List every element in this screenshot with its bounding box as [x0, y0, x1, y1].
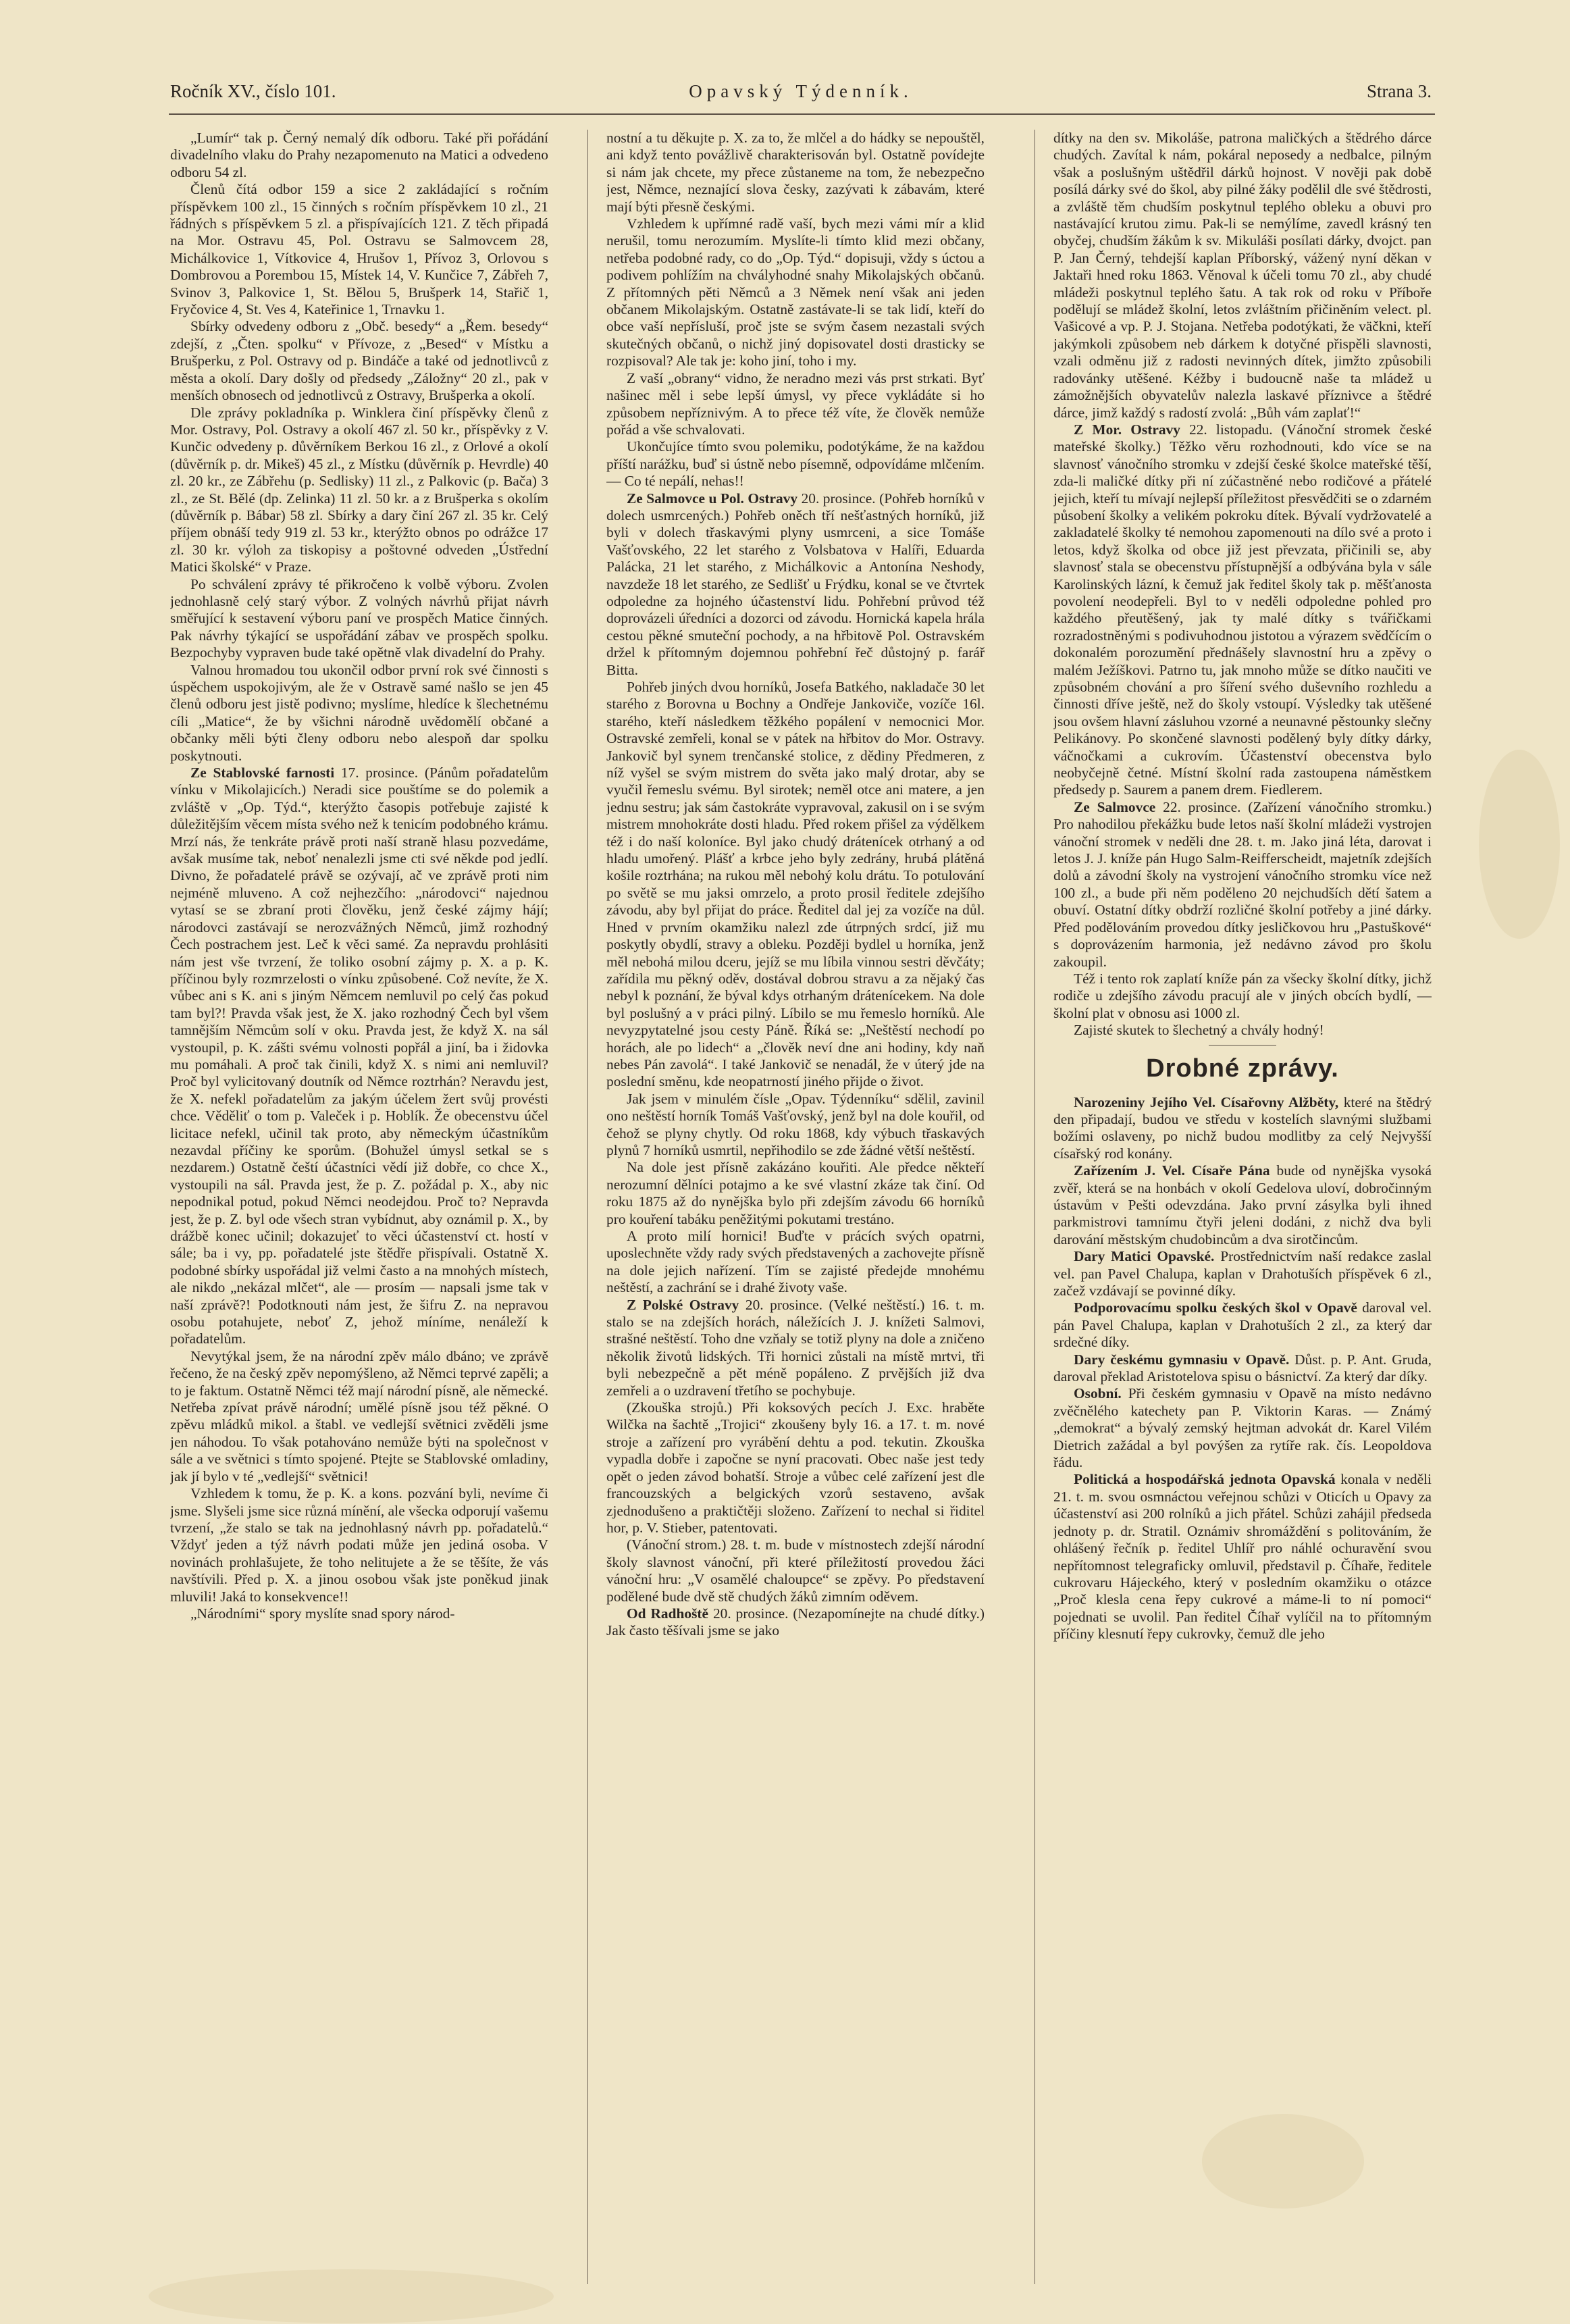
column-3 — [1053, 130, 1432, 2284]
article-lead: Ze Salmovce u Pol. Ostravy — [627, 490, 798, 507]
article-paragraph — [1053, 1094, 1432, 1163]
paragraph-text: bude od nynějška vysoká zvěř, která se na honbách v okolí Gedelova uloví, dobročinným ústavům v Pešti odevzdána. Jako první zásylka byli ihned parkmistrovi tamnímu čtyři jeleni dodáni, z nichž dva byli darování městským chudobincům a dva sirotčincům. — [1053, 1162, 1432, 1247]
article-lead: Dary Matici Opavské. — [1074, 1248, 1215, 1265]
paragraph-text: daroval vel. pán Pavel Chalupa, kaplan v Drahotuších 2 zl., za který dar srdečné díky. — [1053, 1299, 1432, 1351]
article-paragraph — [606, 1605, 985, 1640]
article-paragraph — [170, 181, 548, 318]
article-paragraph — [1053, 799, 1432, 971]
article-paragraph — [170, 1605, 548, 1622]
article-paragraph — [606, 1159, 985, 1228]
article-paragraph — [606, 1399, 985, 1537]
article-paragraph — [170, 318, 548, 404]
paragraph-text: (Vánoční strom.) 28. t. m. bude v místnostech zdejší národní školy slavnost vánoční, při které příležitostí provedou žáci vánoční hru: „V osamělé chaloupce“ se zpěvy. Po představení podělené bude dvě stě chudých žáků zimním oděvem. — [606, 1537, 985, 1605]
article-lead: Od Radhoště — [627, 1605, 709, 1622]
paragraph-text: 22. listopadu. (Vánoční stromek české mateřské školky.) Těžko věru rozhodnouti, kdo více se na slavnosť vánočního stromku v zdejší české školce mateřské těší, zda-li maličké dítky při ní zúčastněné nebo rodičové a přátelé jejich, kteří tu mívají nejlepší příležitost přesvědčiti se o zdarném působení školky a velikém pokroku dítek. Bývalí vydržovatelé a zakladatelé školky té nemohou zapomenouti na dílo své a proto i letos, když školka od obce již jest převzata, přičinili se, aby slavnosť stala se obecenstvu přístupnější a odbývána byla v sále Karolinských lázní, k čemuž jak ředitel školy tak p. měšťanosta povolení neodepřeli. Byl to v neděli odpoledne pohled pro každého přeutěšený, jak ty malé dítky s tvářičkami rozradostněnými s podivuhodnou jistotou a výrazem svědčícím o dokonalém porozumění přednášely slavnostní hru a zpěvy o malém Ježíškovi. Patrno tu, jak mnoho může se dítko naučiti ve způsobném chování a pro šíření svého duševního rozhledu a činnosti dříve ještě, než do školy vstoupí. Výsledky tak utěšené jsou ovšem hlavní zásluhou vzorné a neunavné pěstounky slečny Pelikánovy. Po skončené slavnosti podělený byly dítky dárky, váčnočkami a cukrovím. Účastenství obecenstva bylo neobyčejně četné. Místní školní rada zastoupena náměstkem předsedy p. Saurem a panem drem. Fiedlerem. — [1053, 421, 1432, 798]
article-paragraph — [606, 370, 985, 439]
column-divider — [587, 130, 588, 2284]
article-lead: Ze Stablovské farnosti — [190, 765, 335, 781]
paragraph-text: nostní a tu děkujte p. X. za to, že mlčel a do hádky se nepouštěl, ani když tento povážlivě charakterisován byl. Ostatně povídejte si nám jak chcete, my přece zůstaneme na tom, že nebezpečno jest, Němce, neznající slova česky, zazývati k zábavám, které mají býti přesně českými. — [606, 130, 985, 215]
paragraph-text: 20. prosince. (Nezapomínejte na chudé dítky.) Jak často těšívali jsme se jako — [606, 1605, 985, 1639]
paragraph-text: Pohřeb jiných dvou horníků, Josefa Batkého, nakladače 30 let starého z Borovna u Bochny a Ondřeje Jankoviče, vozíče 16l. starého, kteří následkem těžkého popálení v nemocnici Mor. Ostravské zemřeli, konal se v pátek na hřbitov do Mor. Ostravy. Jankovič byl synem trenčanské stolice, z dědiny Předmeren, z níž vyšel se svým mistrem do světa jako malý drotar, aby se vyučil řemeslu svému. Byl sirotek; neměl otce ani matere, a jen jednu sestru; jak sám častokráte vypravoval, zakusil on i se svým mistrem mnohokráte dosti hladu. Před rokem přišel za výdělkem též i do naší koloníce. Byl jako chudý drátenícek otrhaný a od hladu umořený. Plášť a krbce jeho byly zedrány, hrubá plátěná košile roztrhána; na rukou měl nebohý kolu drátu. To potulování po světě se mu jaksi omrzelo, a proto prosil ředitele zdejšího závodu, aby byl přijat do práce. Ředitel dal jej za vozíče na důl. Hned v prvním okamžiku nalezl zde útrpných srdcí, již mu poskytly obydlí, stravy a obleku. Později bydlel u horníka, jenž měl nebohá milou dceru, jejíž se mu líbila vinnou sestri děvčáty; zařídila mu pěkný oděv, dostával dobrou stravu a za nějaký čas nebyl k poznání, že býval kdys otrhaným drátenícekem. Na dole byl poslušný a v práci pilný. Líbilo se mu řemeslo horníků. Ale nevyzpytatelné jsou cesty Páně. Říká se: „Neštěstí nechodí po horách, ale po lidech“ a „člověk neví dne ani hodiny, kdy naň nebes Pán zavolá“. I také Jankovič se nenadál, že v úterý jde na poslední směnu, kde neopatrností jiného přijde o život. — [606, 679, 985, 1090]
article-paragraph — [1053, 1299, 1432, 1351]
paragraph-text: Ukončujíce tímto svou polemiku, podotýkáme, že na každou příští narážku, buď si ústně nebo písemně, odpovídáme mlčením. — Co té nepálí, nehas!! — [606, 438, 985, 490]
article-paragraph — [606, 1297, 985, 1399]
section-heading: Drobné zprávy. — [1146, 1054, 1339, 1083]
article-paragraph — [170, 765, 548, 1348]
paragraph-text: konala v neděli 21. t. m. svou osmnáctou veřejnou schůzi v Oticích u Opavy za účastenství asi 200 rolníků a jich přátel. Schůzi zahájil předseda jednoty p. dr. Stratil. Oznámiv shromáždění s politováním, že ohlášený řečník p. ředitel Uhlíř pro náhlé ochuravění svou nepřítomnost telegraficky omluvil, představil p. Číhaře, ředitele cukrovaru Hájeckého, který v posledním okamžiku o otázce „Proč klesla cena řepy cukrové a máme-li to ní pomoci“ pojednati se uvolil. Pan ředitel Číhař vylíčil na to přítomným příčiny klesnutí řepy cukrovky, čemuž dle jeho — [1053, 1471, 1432, 1643]
article-paragraph — [606, 1537, 985, 1605]
article-paragraph — [1053, 1385, 1432, 1471]
article-paragraph — [170, 130, 548, 181]
paragraph-text: Dle zprávy pokladníka p. Winklera činí příspěvky členů z Mor. Ostravy, Pol. Ostravy a okolí 467 zl. 50 kr., příspěvky z V. Kunčic odvedeny p. důvěrníkem Berkou 16 zl., z Orlové a okolí (důvěrník p. dr. Mikeš) 45 zl., z Místku (důvěrník p. Hevrdle) 40 zl. 20 kr., ze Zábřehu (p. Sedlisky) 11 zl., z Palkovic (p. Bača) 3 zl., ze St. Bělé (dp. Zelinka) 11 zl. 50 kr. a z Brušperka s okolím (důvěrník p. Bábar) 58 zl. Sbírky a dary činí 267 zl. 35 kr. Celý příjem obnáší tedy 919 zl. 53 kr., kterýžto obnos po odrážce 17 zl. 30 kr. výloh za tiskopisy a poštovné odveden „Ústřední Matici školské“ v Praze. — [170, 404, 548, 575]
paragraph-text: Též i tento rok zaplatí kníže pán za všecky školní dítky, jichž rodiče u zdejšího závodu pracují ale v jiných obcích bydlí, — školní plat v obnosu asi 1000 zl. — [1053, 970, 1432, 1021]
article-lead: Z Mor. Ostravy — [1074, 421, 1180, 438]
paragraph-text: Sbírky odvedeny odboru z „Obč. besedy“ a „Řem. besedy“ zdejší, z „Čten. spolku“ v Přívoze, z „Besed“ v Místku a Brušperku, z Pol. Ostravy od p. Bindáče a také od jednotlivců z města a okolí. Dary došly od předsedy „Záložny“ 20 zl., pak v menších obnosech od jednotlivců z Ostravy, Brušperka a okolí. — [170, 318, 548, 404]
article-paragraph — [1053, 130, 1432, 421]
paragraph-text: Jak jsem v minulém čísle „Opav. Týdenníku“ sdělil, zavinil ono neštěstí horník Tomáš Vašťovský, jenž byl na dole kouřil, od čehož se plyny chytly. Od roku 1868, kdy výbuch třaskavých plynů 7 horníků usmrtil, nepřihodilo se zde žádné větší neštěstí. — [606, 1090, 985, 1158]
page-header — [170, 81, 1432, 111]
paragraph-text: (Zkouška strojů.) Při koksových pecích J. Exc. hraběte Wilčka na šachtě „Trojici“ zkoušeny byly 16. a 17. t. m. nové stroje a zařízení pro vyrábění dehtu a pod. tekutin. Zkouška vypadla dobře i započne se nyní pracovati. Obec naše jest tedy opět o jeden závod bohatší. Stroje a vůbec celé zařízení jest dle francouzských a belgických vzorů sestaveno, avšak zjednodušeno a praktičtěji složeno. Zařízení to nechal si řiditel hor, p. V. Stieber, patentovati. — [606, 1399, 985, 1536]
column-1 — [170, 130, 548, 2284]
article-lead: Podporovacímu spolku českých škol v Opavě — [1074, 1299, 1357, 1316]
paragraph-text: 17. prosince. (Pánům pořadatelům vínku v Mikolajicích.) Neradi sice pouštíme se do polemik a zvláště v „Op. Týd.“, kterýžto časopis potřebuje zajisté k důležitějším věcem místa svého než k tenicím podobného krámu. Mrzí nás, že tenkráte právě proti naší straně hlasu pozvedáme, avšak musíme tak, neboť nenalezli jsme cti své někde pod jedlí. Divno, že pořadatelé právě se ozývají, ač ve zprávě proti nim nejméně mluveno. A což nejhezčího: „národovci“ najednou vytasí se se zbraní proti člověku, jenž české zájmy hájí; národovci zastávají se nerozvážných Němců, jimž rozhodný Čech postrachem jest. Leč k věci samé. Za nepravdu prohlásiti nám jest vše tvrzení, že toliko osobní zájmy p. X. a p. K. příčinou byly rozmrzelosti o vínku způsobené. Což nevíte, že X. vůbec ani s K. ani s jiným Němcem nemluvil po celý čas pokud tam byl?! Pravda však jest, že X. jako rozhodný Čech byl všem tamnějším Němcům solí v oku. Pravda jest, že když X. na sál vystoupil, p. K. zášti svému volnosti popřál a jiní, ba i židovka mu pomáhali. A proč tak činili, když X. s nimi ani nemluvil? Proč byl vylicitovaný doutník od Němce roztrhán? Neravdu jest, že X. nefekl pořadatelům za jakým účelem žert svůj provésti chce. Věděliť o tom p. Valeček i p. Hoblík. Že obecenstvu účel licitace nefekl, učinil tak proto, aby německým účastníkům nezavdal příčiny ke sporům. (Bohužel úmysl setkal se s nezdarem.) Ostatně čeští účastníci vědí již dobře, co chce X., vystoupili na sál. Pravda jest, že p. Z. požádal p. X., aby nic nepodnikal potud, pokud Němci neodejdou. Proč to? Nepravda jest, že p. Z. byl ode všech stran vybídnut, aby oznámil p. X., by drážbě konec učinil; dokazujeť to věci účastenství ct. hostí v sále; ba i vy, pp. pořadatelé jste štědře přispívali. Ostatně X. podobné sbírky uspořádal již velmi často a na mnohých místech, ale nikdo „nekázal mlčet“, ale — prosím — napsali jsme tak v naší zprávě?! Podotknouti nám jest, že šifru Z. na nepravou osobu potahujete, neboť Z, jehož míníme, nenáleží k pořadatelům. — [170, 765, 548, 1347]
article-paragraph — [170, 405, 548, 576]
paragraph-text: Valnou hromadou tou ukončil odbor první rok své činnosti s úspěchem uspokojivým, ale že v Ostravě samé našlo se jen 45 členů odboru jest jistě podivno; myslíme, hledíce k šlechetnému cíli „Matice“, že by všichni národně uvědomělí občané a občanky měli býti členy odboru nebo alespoň dar spolku poskytnouti. — [170, 661, 548, 764]
article-paragraph — [170, 1485, 548, 1605]
article-paragraph — [170, 576, 548, 662]
article-lead: Ze Salmovce — [1074, 798, 1156, 815]
paragraph-text: „Národními“ spory myslíte snad spory národ- — [190, 1605, 455, 1622]
paragraph-text: Na dole jest přísně zakázáno kouřiti. Ale předce někteří nerozumní dělníci potajmo a ke své vlastní zkáze tak činí. Od roku 1875 až do nynějška bylo při zdejším závodu 66 horníků pro kouření tabáku peněžitými pokutami trestáno. — [606, 1159, 985, 1227]
article-paragraph — [170, 1348, 548, 1485]
paragraph-text: Vzhledem k upřímné radě vaší, bych mezi vámi mír a klid nerušil, tomu nerozumím. Myslíte-li tímto klid mezi občany, netřeba podobné rady, co do „Op. Týd.“ dopisuji, vždy s úctou a podivem pohlížím na chvályhodné snahy Mikolajských občanů. Z přítomných pěti Němců a 3 Němek není však ani jeden občanem Mikolajským. Ostatně zastávate-li se tak lidí, kteří do obce vaší nepřísluší, proč jste se svým časem nezastali svých skutečných občanů, o nichž jiný dopisovatel dosti drasticky se rozpisoval? Ale tak je: koho jiní, toho i my. — [606, 215, 985, 369]
article-lead: Osobní. — [1074, 1385, 1122, 1402]
article-paragraph — [606, 438, 985, 490]
paragraph-text: 20. prosince. (Velké neštěstí.) 16. t. m. stalo se na zdejších horách, náležících J. J. knížeti Salmovi, strašné neštěstí. Toho dne vzňaly se totiž plyny na dole a zničeno několik životů lidských. Tři hornici zůstali na místě mrtvi, tři byli nebezpečně a pět méně popáleno. Z prvějších již dva zemřeli a o uzdravení třetího se pochybuje. — [606, 1296, 985, 1399]
paragraph-text: Prostřednictvím naší redakce zaslal vel. pan Pavel Chalupa, kaplan v Drahotuších příspěvek 6 zl., začež vzdávají se povinné díky. — [1053, 1248, 1432, 1299]
paragraph-text: Nevytýkal jsem, že na národní zpěv málo dbáno; ve zprávě řečeno, že na český zpěv nepomýšleno, až Němci teprvé zapěli; a to je faktum. Ostatně Němci též mají národní písně, ale německé. Netřeba zpívat právě národní; umělé písně jsou též pěkné. O zpěvu mládků mikol. a štabl. ve vedlejší světnici zvěděli jsme jen náhodou. To však potahováno nemůže býti na společnost v sále a ve světnici s tímto spojené. Ptejte se Stablovské omladiny, jak jí bylo v té „vedlejší“ světnici! — [170, 1347, 548, 1484]
paragraph-text: Vzhledem k tomu, že p. K. a kons. pozvání byli, nevíme či jsme. Slyšeli jsme sice různá mínění, ale všecka odporují vašemu tvrzení, „že stalo se tak na jednohlasný návrh pp. pořadatelů.“ Vždyť jeden a týž návrh podati může jen jediná osoba. V novinách prohlašujete, že toho nelitujete a že se těšíte, že vás navštívili. Před p. X. a jinou osobou však jste poněkud jinak mluvili! Jaká to konsekvence!! — [170, 1485, 548, 1605]
paragraph-text: Z vaší „obrany“ vidno, že neradno mezi vás prst strkati. Byť našinec měl i sebe lepší úmysl, vy přece vykládáte si ho způsobem nepříznivým. A to přece též víte, že člověk nemůže pořád a vše schvalovati. — [606, 369, 985, 438]
article-paragraph — [606, 1091, 985, 1160]
article-lead: Dary českému gymnasiu v Opavě. — [1074, 1351, 1290, 1368]
paragraph-text: Členů čítá odbor 159 a sice 2 zakládající s ročním příspěvkem 100 zl., 15 činných s ročním příspěvkem 10 zl., 21 řádných s příspěvkem 5 zl. a přispívajících 121. Z těch připadá na Mor. Ostravu 45, Pol. Ostravu se Salmovcem 28, Michálkovice 1, Vítkovice 4, Hrušov 1, Přívoz 3, Orlovou s Dombrovou a Porembou 15, Místek 14, V. Kunčice 7, Zábřeh 7, Svinov 3, Palkovice 1, St. Bělou 5, Brušperk 14, Stařič 1, Fryčovice 4, St. Ves 4, Kateřinice 1, Trnavku 1. — [170, 181, 548, 318]
paragraph-text: které na štědrý den připadají, budou ve středu v kostelích slavnými službami božími oslaveny, po nichž budou modlitby za celý Nejvyšší císařský rod konány. — [1053, 1093, 1432, 1162]
paragraph-text: Po schválení zprávy té přikročeno k volbě výboru. Zvolen jednohlasně celý starý výbor. Z volných návrhů přijat návrh směřující k sestavení výboru paní ve prospěch Matice činných. Pak návrhy týkající se uspořádání zábav ve prospěch spolku. Bezpochyby vypraven bude také opětně vlak divadelní do Prahy. — [170, 575, 548, 661]
article-lead: Narozeniny Jejího Vel. Císařovny Alžběty, — [1074, 1093, 1339, 1110]
page-number: Strana 3. — [1367, 81, 1432, 101]
paragraph-text: 20. prosince. (Pohřeb horníků v dolech usmrcených.) Pohřeb oněch tří nešťastných horníků, již byli v dolech třaskavými plyny usmrceni, a sice Tomáše Vašťovského, 22 let starého z Volsbatova v Halíři, Eduarda Palácka, 21 let starého, z Michálkovic a Antonína Neshody, navzdeže 18 let starého, ze Sedlišť u Frýdku, konal se ve čtvrtek odpoledne za hojného účastenství lidu. Pohřební průvod též doprovázeli úředníci a dozorci od závodu. Hornická kapela hrála cestou pěkné smuteční pochody, a na hřbitově Pol. Ostravském držel k přítomným dojemnou pohřební řeč důstojný p. farář Bitta. — [606, 490, 985, 678]
article-paragraph — [606, 215, 985, 370]
article-paragraph — [1053, 1162, 1432, 1248]
article-paragraph — [170, 662, 548, 765]
paragraph-text: A proto milí hornici! Buďte v prácích svých opatrni, uposlechněte vždy rady svých představených a zachovejte přísně na dole jejich nařízení. Tím se zajisté předejde mnohému neštěstí, a zachrání se i drahé životy vaše. — [606, 1228, 985, 1296]
masthead-title: Opavský Týdenník. — [689, 81, 913, 101]
article-lead: Politická a hospodářská jednota Opavská — [1074, 1471, 1336, 1488]
article-paragraph — [606, 679, 985, 1091]
article-paragraph — [1053, 1022, 1432, 1039]
article-paragraph — [606, 490, 985, 679]
column-2 — [606, 130, 985, 2284]
paragraph-text: dítky na den sv. Mikoláše, patrona maličkých a štědrého dárce chudých. Zavítal k nám, pokáral neposedy a nedbalce, pilným však a poslušným uštědřil dárků hojnost. V nověji pak době posílá dárky své do škol, aby pilné žáky podělil dle své štědrosti, a zvláště těm chudším poskytnul teplého obleku a obuvi pro nastávající krutou zimu. Pak-li se nemýlíme, zavedl krásný ten obyčej, chudším žákům k sv. Mikuláši posílati dárky, dvojct. pan P. Jan Černý, tehdejší kaplan Příborský, vážený nyní děkan v Jaktaři hned roku 1863. Věnoval k účeli tomu 70 zl., aby chudé mládeži poskytnul teplého šatu. A tak rok od roku v Příboře podělují se mládež školní, letos zvláštním přičiněním velect. pl. Vašicové a vp. P. J. Stojana. Netřeba podotýkati, že väčkni, kteří jakýmkoli způsobem neb dárkem k dotyčné přispěli slavnosti, vzali odměnu již z radosti nevinných dítek, jimžto způsobili radovánky utěšené. Kéžby i budoucně naše ta mládež u zámožnějších obyvatelův nalezla laskavé příznivce a štědré dárce, jimž každý s radostí zvolá: „Bůh vám zaplať!“ — [1053, 130, 1432, 421]
paragraph-text: Zajisté skutek to šlechetný a chvály hodný! — [1074, 1022, 1324, 1039]
article-lead: Zařízením J. Vel. Císaře Pána — [1074, 1162, 1270, 1179]
article-paragraph — [1053, 421, 1432, 799]
article-paragraph — [1053, 1351, 1432, 1386]
article-paragraph — [606, 1228, 985, 1297]
article-paragraph — [1053, 971, 1432, 1022]
paragraph-text: Důst. p. P. Ant. Gruda, daroval překlad Aristotelova spisu o básnictví. Za který dar díky. — [1053, 1351, 1432, 1385]
article-paragraph — [1053, 1248, 1432, 1299]
article-paragraph — [1053, 1471, 1432, 1643]
article-lead: Z Polské Ostravy — [627, 1296, 739, 1313]
header-rule — [169, 113, 1435, 115]
paragraph-text: „Lumír“ tak p. Černý nemalý dík odboru. Také při pořádání divadelního vlaku do Prahy nezapomenuto na Matici a odvedeno odboru 54 zl. — [170, 130, 548, 180]
paragraph-text: 22. prosince. (Zařízení vánočního stromku.) Pro nahodilou překážku bude letos naší školní mládeži vystrojen vánoční stromek v neděli dne 28. t. m. Jako jiná léta, darovat i letos J. J. kníže pán Hugo Salm-Reifferscheidt, majetník zdejších dolů a závodní školy na vystrojení vánočního stromku více než 100 zl., a bude při něm podělenο 20 nejchudších dětí šatem a obuví. Ostatní dítky obdrží rozličné školní potřeby a jiné dárky. Před podělováním provedou dítky jesličkovou hru „Pastuškové“ s doprovázením harmonia, jež nedávno závod pro školu zakoupil. — [1053, 798, 1432, 970]
issue-number: Ročník XV., číslo 101. — [170, 81, 336, 101]
paragraph-text: Při českém gymnasiu v Opavě na místo nedávno zvěčnělého katechety pan P. Viktorin Karas. — Známý „demokrat“ a bývalý zemský hejtman advokát dr. Karel Vilém Dietrich zažádal a byl povýšen za rytíře rak. čís. Leopoldova řádu. — [1053, 1385, 1432, 1471]
article-paragraph — [606, 130, 985, 215]
